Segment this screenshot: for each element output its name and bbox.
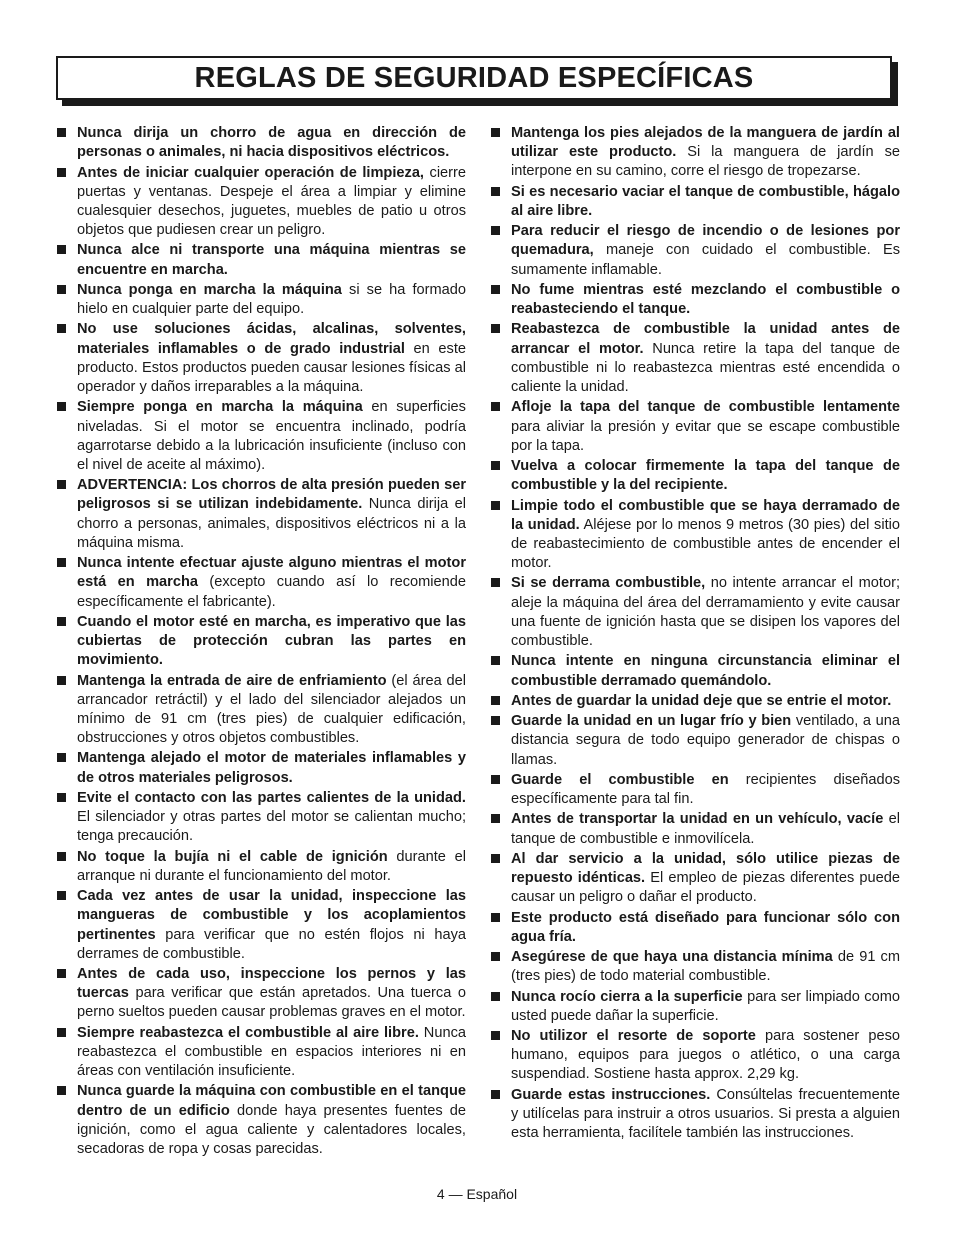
rule-bold-text: No toque la bujía ni el cable de ignición xyxy=(77,848,388,865)
square-bullet-icon xyxy=(57,891,66,900)
square-bullet-icon xyxy=(57,402,66,411)
rule-text: el tanque de combustible e inmovilícela. xyxy=(511,811,901,847)
rule-text: Si la manguera de jardín se interpone en su camino, corre el riesgo de tropezarse. xyxy=(511,144,900,180)
rule-text: ventilado, a una distancia segura de todo equipo generador de chispas o llamas. xyxy=(511,713,900,768)
safety-rule-item xyxy=(56,124,466,162)
rule-bold-text: Afloje la tapa del tanque de combustible lentamente xyxy=(511,399,900,416)
safety-rule-item xyxy=(490,988,900,1026)
rule-text: El silenciador y otras partes del motor se calientan mucho; tenga precaución. xyxy=(77,809,466,845)
square-bullet-icon xyxy=(57,480,66,489)
rule-bold-text: Vuelva a colocar firmemente la tapa del tanque de combustible y la del recipiente. xyxy=(511,458,900,494)
safety-rule-item xyxy=(56,554,466,612)
square-bullet-icon xyxy=(491,656,500,665)
rule-text: maneje con cuidado el combustible. Es sumamente inflamable. xyxy=(511,242,900,278)
safety-rule-item xyxy=(490,771,900,809)
square-bullet-icon xyxy=(491,814,500,823)
square-bullet-icon xyxy=(57,324,66,333)
rule-bold-text: Nunca guarde la máquina con combustible en el tanque dentro de un edificio xyxy=(77,1083,466,1119)
square-bullet-icon xyxy=(57,1028,66,1037)
rule-bold-text: Reabastezca de combustible la unidad antes de arrancar el motor. xyxy=(511,321,900,357)
rule-text: Aléjese por lo menos 9 metros (30 pies) del sitio de reabastecimiento de combustible antes de encender el motor. xyxy=(511,516,900,572)
rule-text: no intente arrancar el motor; aleje la máquina del área del derramamiento y evite causar una fuente de ignición hasta que se disipen los vapores del combustible. xyxy=(511,575,900,650)
rule-text: para ser limpiado como usted puede dañar la superficie. xyxy=(511,988,900,1024)
safety-rule-item xyxy=(490,574,900,651)
safety-rule-item xyxy=(56,164,466,241)
rule-text: para verificar que están apretados. Una tuerca o perno sueltos pueden causar problemas graves en el motor. xyxy=(77,985,466,1021)
square-bullet-icon xyxy=(491,461,500,470)
square-bullet-icon xyxy=(57,1086,66,1095)
safety-rule-item xyxy=(56,672,466,749)
rule-bold-text: Cada vez antes de usar la unidad, inspeccione las mangueras de combustible y los acoplamientos pertinentes xyxy=(77,888,466,943)
safety-rule-item xyxy=(56,1082,466,1159)
rule-bold-text: Guarde el combustible en xyxy=(511,771,729,788)
rule-text: Nunca reabastezca el combustible en espacios interiores ni en áreas con ventilación insuficiente. xyxy=(77,1024,466,1080)
safety-rule-item xyxy=(490,398,900,456)
square-bullet-icon xyxy=(491,696,500,705)
rule-text: Nunca retire la tapa del tanque de combustible ni lo reabastezca mientras esté encendida o caliente la unidad. xyxy=(511,340,900,396)
safety-rule-item xyxy=(490,850,900,908)
safety-rule-item xyxy=(56,281,466,319)
rule-bold-text: Evite el contacto con las partes calientes de la unidad. xyxy=(77,789,466,806)
rule-bold-text: No fume mientras esté mezclando el combustible o reabasteciendo el tanque. xyxy=(511,281,900,318)
safety-rule-item xyxy=(56,241,466,279)
square-bullet-icon xyxy=(57,285,66,294)
safety-rule-item xyxy=(56,476,466,553)
rule-bold-text: ADVERTENCIA: Los chorros de alta presión pueden ser peligrosos si se utilizan indebidamente. xyxy=(77,477,466,513)
safety-rule-item xyxy=(56,1024,466,1082)
rule-text: en superficies niveladas. Si el motor se encuentra inclinado, podría agarrotarse debido a la lubricación insuficiente (incluso con el nivel de aceite al máximo). xyxy=(77,399,466,473)
rule-bold-text: Guarde estas instrucciones. xyxy=(511,1086,711,1103)
safety-rule-item xyxy=(490,1027,900,1085)
square-bullet-icon xyxy=(57,558,66,567)
rule-text: si se ha formado hielo en cualquier parte del equipo. xyxy=(77,281,466,318)
rule-bold-text: Nunca alce ni transporte una máquina mientras se encuentre en marcha. xyxy=(77,242,466,278)
rule-text: para verificar que no estén flojos ni haya derrames de combustible. xyxy=(77,926,466,962)
safety-rule-item xyxy=(490,320,900,397)
rule-bold-text: Nunca dirija un chorro de agua en dirección de personas o animales, ni hacia dispositivos eléctricos. xyxy=(77,125,466,161)
rule-bold-text: Este producto está diseñado para funcionar sólo con agua fría. xyxy=(511,909,900,945)
rule-bold-text: Nunca rocío cierra a la superficie xyxy=(511,988,743,1005)
safety-rule-item xyxy=(490,1086,900,1144)
rule-bold-text: Si es necesario vaciar el tanque de combustible, hágalo al aire libre. xyxy=(511,183,900,219)
square-bullet-icon xyxy=(491,952,500,961)
safety-rule-item xyxy=(490,457,900,495)
rule-bold-text: Asegúrese de que haya una distancia mínima xyxy=(511,949,833,966)
safety-rule-item xyxy=(490,183,900,221)
square-bullet-icon xyxy=(57,852,66,861)
square-bullet-icon xyxy=(491,501,500,510)
safety-rule-item xyxy=(490,692,900,711)
square-bullet-icon xyxy=(57,128,66,137)
square-bullet-icon xyxy=(491,1090,500,1099)
title-box xyxy=(56,56,892,100)
square-bullet-icon xyxy=(491,324,500,333)
square-bullet-icon xyxy=(57,753,66,762)
rule-bold-text: No use soluciones ácidas, alcalinas, solventes, materiales inflamables o de grado industrial xyxy=(77,321,466,357)
square-bullet-icon xyxy=(57,245,66,254)
square-bullet-icon xyxy=(491,578,500,587)
safety-rule-item xyxy=(56,749,466,787)
safety-rule-item xyxy=(490,497,900,574)
rule-bold-text: Antes de transportar la unidad en un vehículo, vacíe xyxy=(511,811,884,828)
page-footer: 4 — Español xyxy=(436,1186,518,1202)
rule-bold-text: Antes de cada uso, inspeccione los pernos y las tuercas xyxy=(77,966,466,1002)
safety-rule-item xyxy=(56,887,466,964)
rule-text: (excepto cuando así lo recomiende específicamente el fabricante). xyxy=(77,574,466,610)
square-bullet-icon xyxy=(491,187,500,196)
safety-rule-item xyxy=(490,222,900,280)
safety-rule-item xyxy=(56,398,466,475)
square-bullet-icon xyxy=(491,285,500,294)
safety-rule-item xyxy=(490,281,900,319)
page-title: REGLAS DE SEGURIDAD ESPECÍFICAS xyxy=(194,61,754,94)
rule-text: (el área del arrancador retráctil) y el lado del silenciador alejados un mínimo de 91 cm (tres pies) de cualquier edificación, obstrucciones y otros objetos combustibles. xyxy=(77,672,466,747)
rule-bold-text: Nunca intente en ninguna circunstancia eliminar el combustible derramado quemándolo. xyxy=(511,653,900,689)
rule-bold-text: Guarde la unidad en un lugar frío y bien xyxy=(511,713,792,730)
square-bullet-icon xyxy=(491,402,500,411)
square-bullet-icon xyxy=(491,226,500,235)
rule-bold-text: Limpie todo el combustible que se haya derramado de la unidad. xyxy=(511,497,900,533)
safety-rule-item xyxy=(56,965,466,1023)
rule-bold-text: Si se derrama combustible, xyxy=(511,575,706,592)
rule-text: en este producto. Estos productos pueden causar lesiones físicas al operador y daños irreparables a la máquina. xyxy=(77,340,466,396)
rule-bold-text: No utilizor el resorte de soporte xyxy=(511,1028,756,1045)
safety-rule-item xyxy=(490,948,900,986)
rule-text: Consúltelas frecuentemente y utilícelas para instruir a otros usuarios. Si presta a alguien esta herramienta, facilítele también las instrucciones. xyxy=(511,1086,900,1142)
square-bullet-icon xyxy=(57,617,66,626)
rule-bold-text: Siempre reabastezca el combustible al aire libre. xyxy=(77,1024,419,1041)
rule-text: de 91 cm (tres pies) de todo material combustible. xyxy=(511,949,900,985)
rule-text: donde haya presentes fuentes de ignición, como el agua caliente y calentadores locales, secadoras de ropa y cosas parecidas. xyxy=(77,1102,466,1158)
safety-rule-item xyxy=(490,652,900,690)
safety-rule-item xyxy=(56,789,466,847)
rule-bold-text: Antes de guardar la unidad deje que se entrie el motor. xyxy=(511,692,892,709)
square-bullet-icon xyxy=(57,676,66,685)
rule-bold-text: Antes de iniciar cualquier operación de limpieza, xyxy=(77,164,424,181)
rule-bold-text: Mantenga los pies alejados de la manguera de jardín al utilizar este producto. xyxy=(511,125,900,161)
safety-rule-item xyxy=(56,320,466,397)
rule-bold-text: Nunca intente efectuar ajuste alguno mientras el motor está en marcha xyxy=(77,555,466,591)
rule-bold-text: Al dar servicio a la unidad, sólo utilice piezas de repuesto idénticas. xyxy=(511,850,900,887)
safety-rule-item xyxy=(56,848,466,886)
safety-rule-item xyxy=(490,810,900,848)
square-bullet-icon xyxy=(491,992,500,1001)
right-column xyxy=(490,124,900,1144)
rule-text: Nunca dirija el chorro a personas, animales, dispositivos eléctricos ni a la máquina misma. xyxy=(77,496,466,551)
square-bullet-icon xyxy=(57,793,66,802)
rule-bold-text: Cuando el motor esté en marcha, es imperativo que las cubiertas de protección cubran las partes en movimiento. xyxy=(77,613,466,669)
safety-rule-item xyxy=(490,124,900,182)
rule-bold-text: Para reducir el riesgo de incendio o de lesiones por quemadura, xyxy=(511,223,900,259)
safety-rule-item xyxy=(490,909,900,947)
square-bullet-icon xyxy=(57,168,66,177)
safety-rule-item xyxy=(56,613,466,671)
rule-text: cierre puertas y ventanas. Despeje el área a limpiar y elimine cualesquier desechos, juguetes, muebles de patio u otros objetos que pudiesen crear un peligro. xyxy=(77,164,467,239)
rule-bold-text: Siempre ponga en marcha la máquina xyxy=(77,399,363,416)
square-bullet-icon xyxy=(491,716,500,725)
rule-bold-text: Mantenga la entrada de aire de enfriamiento xyxy=(77,672,387,689)
rule-bold-text: Nunca ponga en marcha la máquina xyxy=(77,281,342,298)
rule-text: para sostener peso humano, equipos para juegos o atlético, o una carga suspendiad. Sostiene hasta approx. 2,29 kg. xyxy=(511,1028,900,1083)
rule-bold-text: Mantenga alejado el motor de materiales inflamables y de otros materiales peligrosos. xyxy=(77,750,466,786)
square-bullet-icon xyxy=(491,854,500,863)
safety-rule-item xyxy=(490,712,900,770)
left-column xyxy=(56,124,466,1160)
title-banner xyxy=(56,56,898,106)
square-bullet-icon xyxy=(491,1031,500,1040)
rule-text: durante el arranque ni durante el funcionamiento del motor. xyxy=(77,848,467,884)
rule-text: recipientes diseñados específicamente para tal fin. xyxy=(511,771,901,808)
square-bullet-icon xyxy=(491,775,500,784)
square-bullet-icon xyxy=(491,913,500,922)
square-bullet-icon xyxy=(57,969,66,978)
rule-text: para aliviar la presión y evitar que se escape combustible por la tapa. xyxy=(511,418,900,454)
rule-text: El empleo de piezas diferentes puede causar un peligro o dañar el producto. xyxy=(511,870,900,906)
square-bullet-icon xyxy=(491,128,500,137)
